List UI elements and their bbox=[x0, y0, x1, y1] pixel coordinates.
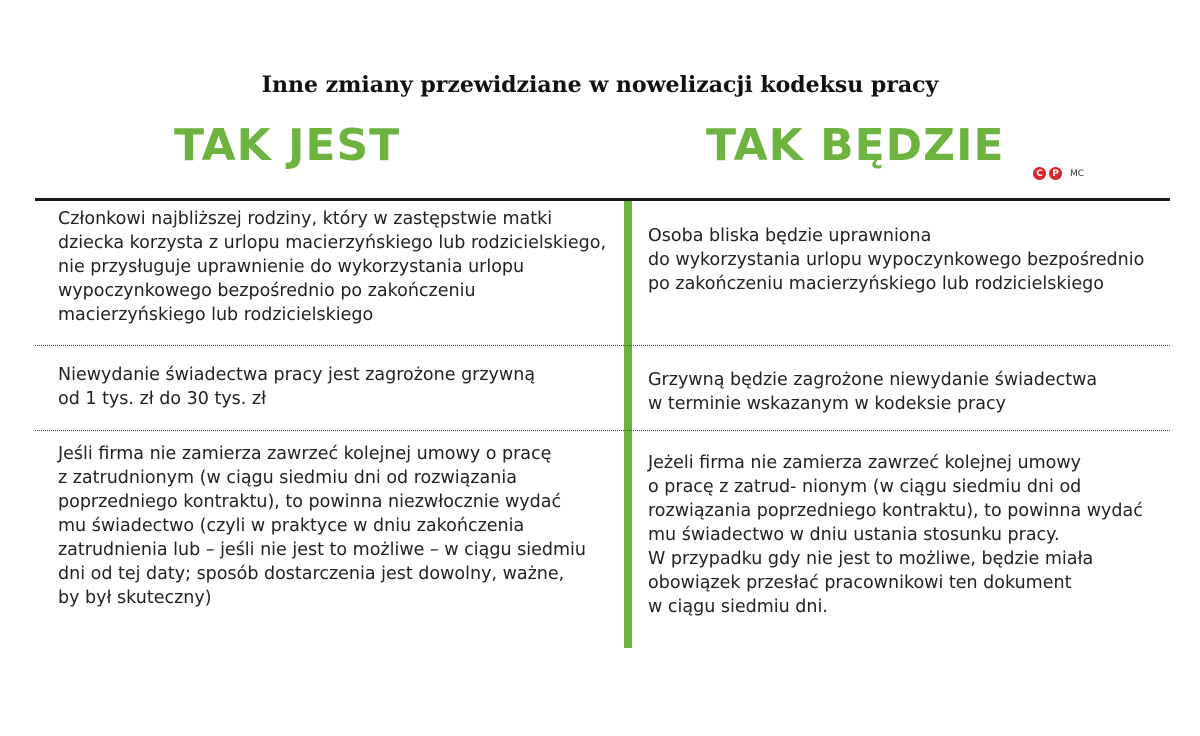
heading-tak-bedzie: TAK BĘDZIE bbox=[706, 120, 1005, 171]
row-3-new-law bbox=[648, 451, 1143, 619]
text-line: dni od tej daty; sposób dostarczenia jest dowolny, ważne, bbox=[58, 564, 565, 584]
text-line: do wykorzystania urlopu wypoczynkowego bezpośrednio bbox=[648, 250, 1145, 270]
row-2-current-law bbox=[58, 363, 535, 411]
page-title: Inne zmiany przewidziane w nowelizacji kodeksu pracy bbox=[261, 72, 939, 98]
text-line: nie przysługuje uprawnienie do wykorzystania urlopu bbox=[58, 257, 525, 277]
row-3-current-law bbox=[58, 442, 586, 610]
column-divider bbox=[624, 201, 632, 648]
text-line: Jeżeli firma nie zamierza zawrzeć kolejnej umowy bbox=[648, 453, 1082, 473]
heading-tak-jest: TAK JEST bbox=[174, 120, 401, 171]
text-line: Grzywną będzie zagrożone niewydanie świadectwa bbox=[648, 370, 1098, 390]
row-separator bbox=[35, 345, 1170, 346]
text-line: wypoczynkowego bezpośrednio po zakończeniu bbox=[58, 281, 476, 301]
text-line: rozwiązania poprzedniego kontraktu), to powinna wydać bbox=[648, 501, 1143, 521]
text-line: zatrudnienia lub – jeśli nie jest to możliwe – w ciągu siedmiu bbox=[58, 540, 586, 560]
text-line: Członkowi najbliższej rodziny, który w zastępstwie matki bbox=[58, 209, 553, 229]
row-1-new-law bbox=[648, 224, 1144, 296]
text-line: mu świadectwo (czyli w praktyce w dniu zakończenia bbox=[58, 516, 525, 536]
text-line: mu świadectwo w dniu ustania stosunku pracy. bbox=[648, 525, 1060, 545]
text-line: poprzedniego kontraktu), to powinna niezwłocznie wydać bbox=[58, 492, 562, 512]
text-line: obowiązek przesłać pracownikowi ten dokument bbox=[648, 573, 1072, 593]
text-line: Niewydanie świadectwa pracy jest zagrożone grzywną bbox=[58, 365, 536, 385]
text-line: o pracę z zatrud- nionym (w ciągu siedmiu dni od bbox=[648, 477, 1082, 497]
phonogram-icon: P bbox=[1049, 167, 1062, 180]
text-line: Jeśli firma nie zamierza zawrzeć kolejnej umowy o pracę bbox=[58, 444, 552, 464]
text-line: W przypadku gdy nie jest to możliwe, będzie miała bbox=[648, 549, 1094, 569]
row-2-new-law bbox=[648, 368, 1097, 416]
text-line: z zatrudnionym (w ciągu siedmiu dni od rozwiązania bbox=[58, 468, 517, 488]
text-line: dziecka korzysta z urlopu macierzyńskiego lub rodzicielskiego, bbox=[58, 233, 607, 253]
text-line: w ciągu siedmiu dni. bbox=[648, 597, 828, 617]
credit-initials: MC bbox=[1070, 168, 1085, 179]
text-line: Osoba bliska będzie uprawniona bbox=[648, 226, 932, 246]
text-line: by był skuteczny) bbox=[58, 588, 212, 608]
text-line: macierzyńskiego lub rodzicielskiego bbox=[58, 305, 374, 325]
text-line: w terminie wskazanym w kodeksie pracy bbox=[648, 394, 1006, 414]
text-line: od 1 tys. zł do 30 tys. zł bbox=[58, 389, 267, 409]
row-1-current-law bbox=[58, 207, 606, 327]
copyright-icon: C bbox=[1033, 167, 1046, 180]
text-line: po zakończeniu macierzyńskiego lub rodzicielskiego bbox=[648, 274, 1104, 294]
row-separator bbox=[35, 430, 1170, 431]
credit-mark bbox=[1033, 167, 1084, 180]
header-rule bbox=[35, 198, 1170, 201]
